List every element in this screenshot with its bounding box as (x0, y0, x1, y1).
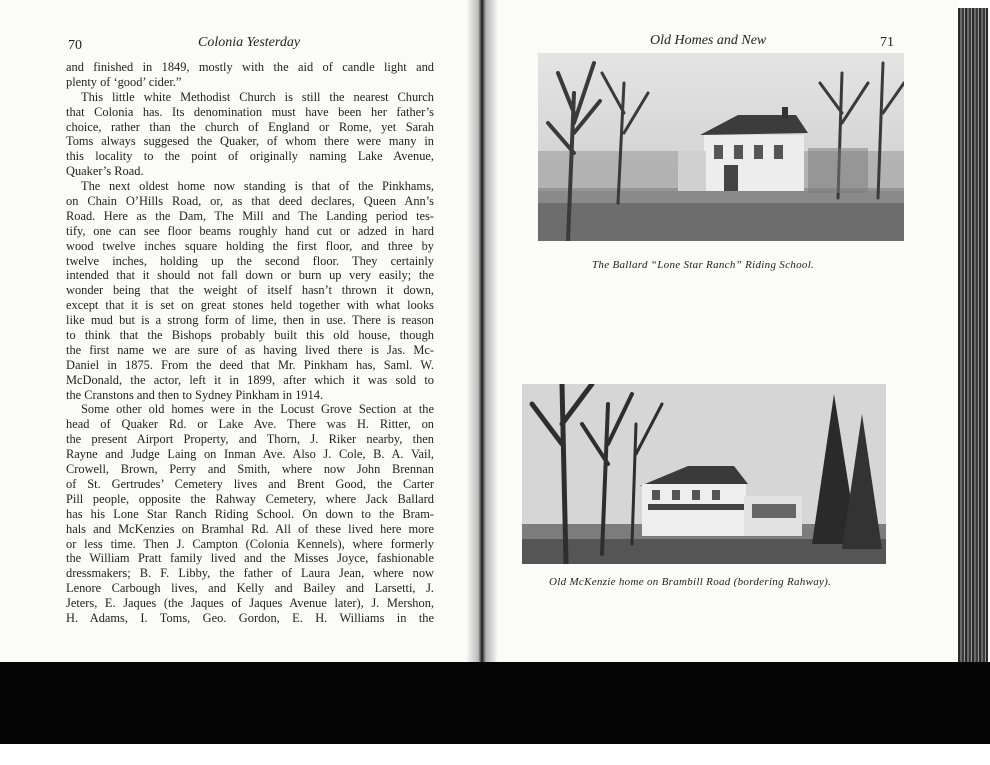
body-line: on Chain O’Hills Road, or, as that deed declares, Queen Ann’s (66, 194, 434, 209)
body-line: the first name we are sure of as having lived there is Jas. Mc- (66, 342, 434, 357)
body-line: Pill people, opposite the Rahway Cemetery, where Jack Ballard (66, 491, 434, 506)
body-line: Toms always suggesed the Quaker, of whom there were many in (66, 134, 434, 149)
body-line: to think that the Bishops probably built this old house, though (66, 328, 434, 343)
ranch-school-photo (538, 53, 904, 241)
body-line: The next oldest home now standing is that of the Pinkhams, (81, 179, 434, 194)
body-line: the William Pratt family lived and the Misses Joyce, fashionable (66, 551, 434, 566)
right-running-head: Old Homes and New (650, 33, 767, 48)
scan-background (0, 662, 990, 744)
bottom-photo-caption: Old McKenzie home on Brambill Road (bordering Rahway). (549, 576, 832, 588)
body-line: This little white Methodist Church is still the nearest Church (81, 89, 434, 104)
body-line: intended that it should not fall down or burn up very easily; the (66, 268, 434, 283)
right-page-number: 71 (880, 35, 894, 50)
body-line: except that it is set on great stones held together with what looks (66, 298, 434, 313)
top-photo-caption: The Ballard “Lone Star Ranch” Riding School. (592, 259, 815, 271)
body-line: this locality to the point of originally naming Lake Avenue, (66, 149, 434, 164)
body-line: tify, one can see floor beams roughly hand cut or adzed in hard (66, 223, 434, 238)
body-line: Quaker’s Road. (66, 164, 144, 179)
body-line: H. Adams, I. Toms, Geo. Gordon, E. H. Williams in the (66, 610, 434, 625)
body-line: Crowell, Brown, Perry and Smith, where now John Brennan (66, 462, 434, 477)
body-line: Some other old homes were in the Locust Grove Section at the (81, 402, 434, 417)
body-line: plenty of ‘good’ cider.” (66, 74, 182, 89)
left-running-head: Colonia Yesterday (198, 35, 301, 50)
body-line: hals and McKenzies on Bramhal Rd. All of these lived here more (66, 521, 434, 536)
body-line: McDonald, the actor, left it in 1899, after which it was sold to (66, 372, 434, 387)
body-line: Jeters, E. Jaques (the Jaques of Jaques Avenue later), J. Mershon, (66, 596, 434, 611)
body-line: and finished in 1849, mostly with the aid of candle light and (66, 60, 434, 74)
left-page-number: 70 (68, 38, 82, 53)
body-line: or less time. Then J. Campton (Colonia Kennels), where formerly (66, 536, 434, 551)
body-line: of St. Gertrudes’ Cemetery lives and Brent Good, the Carter (66, 476, 434, 491)
body-line: the present Airport Property, and Thorn, J. Riker nearby, then (66, 432, 434, 447)
body-line: that Colonia has. Its denomination must have been her father’s (66, 104, 434, 119)
body-line: wonder being that the weight of itself hasn’t thrown it down, (66, 283, 434, 298)
body-line: Rayne and Judge Laing on Inman Ave. Also J. Cole, B. A. Vail, (66, 447, 434, 462)
body-line: twelve inches, holding up the second floor. They certainly (66, 253, 434, 268)
page-edges (958, 8, 988, 662)
body-text (66, 60, 434, 626)
body-line: wood twelve inches square holding the first floor, and three by (66, 238, 434, 253)
body-line: like mud but is a strong form of lime, then in use. There is reason (66, 313, 434, 328)
body-line: the Cranstons and then to Sydney Pinkham in 1914. (66, 387, 324, 402)
body-line: Daniel in 1875. From the deed that Mr. Pinkham has, Saml. W. (66, 357, 434, 372)
body-line: head of Quaker Rd. or Lake Ave. There was H. Ritter, on (66, 417, 434, 432)
body-line: has his Lone Star Ranch Riding School. On down to the Bram- (66, 506, 434, 521)
body-line: choice, rather than the church of England or Rome, yet Sarah (66, 119, 434, 134)
mckenzie-home-photo (522, 384, 886, 564)
body-line: Lenore Carbough lives, and Kelly and Bailey and Larsetti, J. (66, 581, 434, 596)
book-gutter (466, 0, 498, 662)
body-line: dressmakers; B. F. Libby, the father of Laura Jean, where now (66, 566, 434, 581)
body-line: Road. Here as the Dam, The Mill and The Landing period tes- (66, 208, 434, 223)
